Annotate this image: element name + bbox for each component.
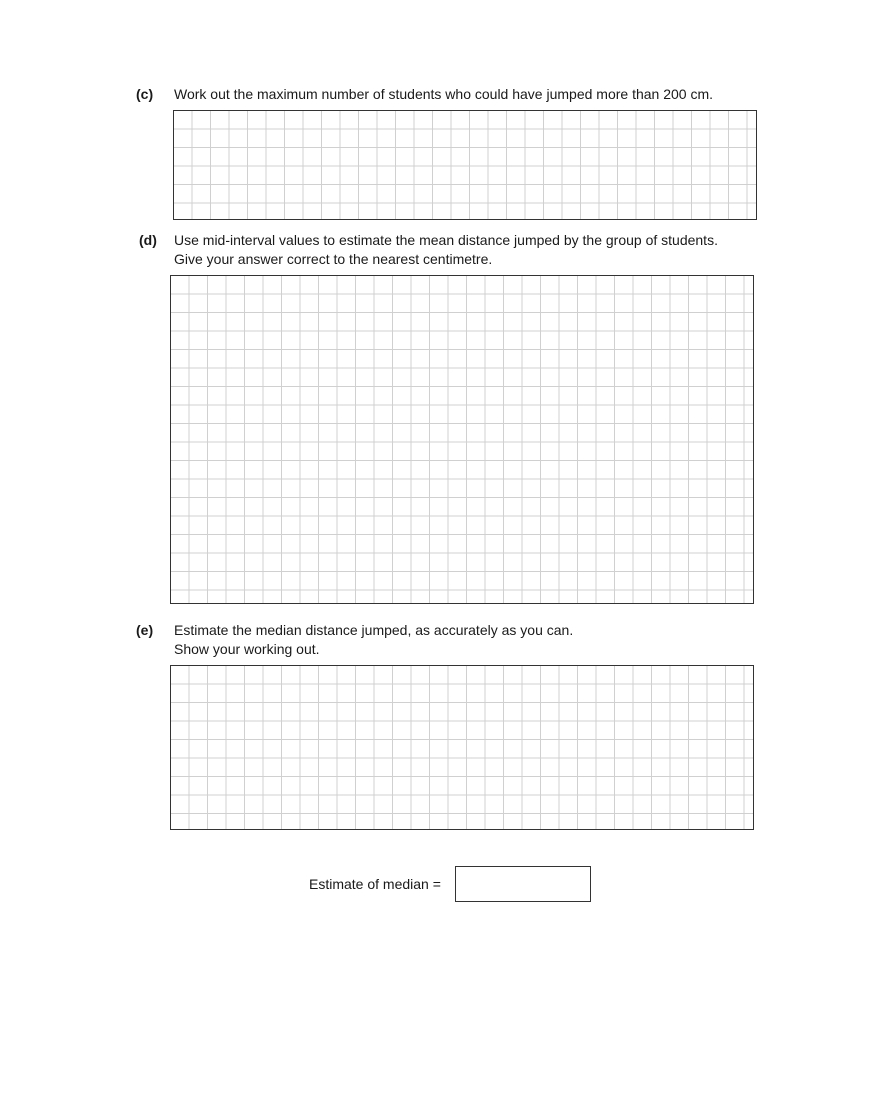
question-e-text-line1: Estimate the median distance jumped, as accurately as you can.	[174, 622, 574, 638]
question-c-text: Work out the maximum number of students who could have jumped more than 200 cm.	[174, 86, 714, 102]
working-grid-c[interactable]	[173, 110, 757, 220]
question-e-label: (e)	[136, 622, 154, 638]
question-d-text-line2: Give your answer correct to the nearest centimetre.	[174, 251, 493, 267]
median-answer-box[interactable]	[455, 866, 591, 902]
working-grid-d[interactable]	[170, 275, 754, 604]
median-answer-label: Estimate of median =	[309, 876, 441, 892]
question-d-label: (d)	[139, 232, 157, 248]
question-e-text-line2: Show your working out.	[174, 641, 320, 657]
question-c-label: (c)	[136, 86, 154, 102]
question-d-text-line1: Use mid-interval values to estimate the mean distance jumped by the group of students.	[174, 232, 718, 248]
working-grid-e[interactable]	[170, 665, 754, 830]
